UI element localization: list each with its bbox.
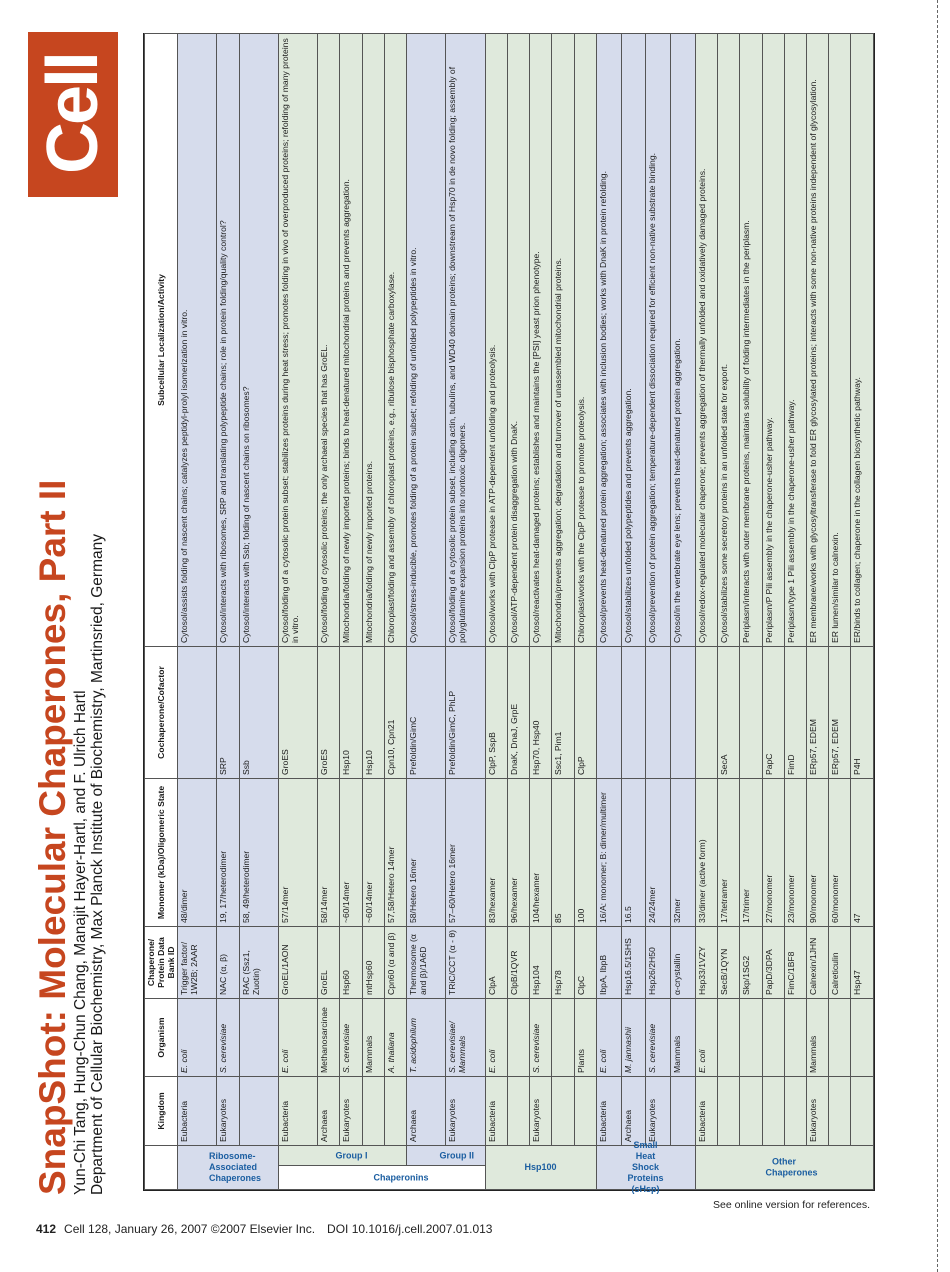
kingdom-cell: Eukaryotes <box>530 1077 552 1146</box>
organism-cell: Plants <box>574 999 596 1077</box>
kingdom-cell <box>671 1077 696 1146</box>
table-row <box>178 34 217 1190</box>
organism-cell <box>552 999 574 1077</box>
chaperone-cell: Thermosome (α and β)/1A6D <box>407 927 446 999</box>
monomer-cell: 48/dimer <box>178 779 217 927</box>
table-row <box>671 34 696 1190</box>
table-row <box>384 34 406 1190</box>
authors: Yun-Chi Tang, Hung-Chun Chang, Manajit Hayer-Hartl, and F. Ulrich Hartl <box>72 690 89 1195</box>
chaperone-cell: Hsp16.5/1SHS <box>621 927 646 999</box>
organism-cell: S. cerevisiae <box>646 999 671 1077</box>
monomer-cell: 85 <box>552 779 574 927</box>
footer <box>36 1222 492 1236</box>
chaperone-cell: Hsp26/2H50 <box>646 927 671 999</box>
kingdom-cell: Eukaryotes <box>807 1077 829 1146</box>
cut-line <box>937 0 938 1272</box>
monomer-cell: 58/14mer <box>318 779 340 927</box>
monomer-cell: 58/Hetero 16mer <box>407 779 446 927</box>
chaperone-cell: GroEL <box>318 927 340 999</box>
table-row <box>530 34 552 1190</box>
organism-cell <box>762 999 784 1077</box>
kingdom-cell: Eukaryotes <box>217 1077 239 1146</box>
activity-cell: ER membrane/works with glycosyltransferase to fold ER glycosylated proteins; interacts with some non-native proteins independent of glycosylation. <box>807 34 829 647</box>
table-row <box>407 34 446 1190</box>
activity-cell: Mitochondria/folding of newly imported proteins. <box>362 34 384 647</box>
citation: Cell 128, January 26, 2007 ©2007 Elsevier Inc. <box>64 1222 316 1236</box>
cochaperone-cell: Prefoldin/GimC <box>407 647 446 779</box>
kingdom-cell: Eubacteria <box>178 1077 217 1146</box>
chaperone-cell: Hsp78 <box>552 927 574 999</box>
cochaperone-cell: Hsp10 <box>362 647 384 779</box>
activity-cell: Cytosol/stabilizes some secretory proteins in an unfolded state for export. <box>718 34 740 647</box>
cochaperone-cell <box>646 647 671 779</box>
cell-logo: Cell <box>28 32 118 197</box>
header-row <box>145 34 178 1190</box>
activity-cell: Cytosol/stress-inducible, promotes folding of a protein subset; refolding of unfolded polypeptides in vitro. <box>407 34 446 647</box>
cochaperone-cell: Hsp70, Hsp40 <box>530 647 552 779</box>
cochaperone-cell: GroES <box>318 647 340 779</box>
chaperone-cell: Hsp47 <box>851 927 874 999</box>
page-number: 412 <box>36 1222 57 1236</box>
activity-cell: ER/binds to collagen; chaperone in the collagen biosynthetic pathway. <box>851 34 874 647</box>
organism-cell: T. acidophilum <box>407 999 446 1077</box>
organism-cell <box>718 999 740 1077</box>
cochaperone-cell: PapC <box>762 647 784 779</box>
table-row <box>829 34 851 1190</box>
monomer-cell: 16/A: monomer; B: dimer/multimer <box>596 779 621 927</box>
cochaperone-cell: Ssb <box>239 647 278 779</box>
kingdom-cell: Eukaryotes <box>446 1077 485 1146</box>
kingdom-cell: Archaea <box>621 1077 646 1146</box>
organism-cell: S. cerevisiae <box>530 999 552 1077</box>
organism-cell: Methanosarcinae <box>318 999 340 1077</box>
chaperone-cell: IbpA, IbpB <box>596 927 621 999</box>
page-title: SnapShot: Molecular Chaperones, Part II <box>32 479 73 1195</box>
chaperone-cell: Trigger factor/ 1W2B; 2AAR <box>178 927 217 999</box>
activity-cell: ER lumen/similar to calnexin. <box>829 34 851 647</box>
chaperone-cell: PapD/3DPA <box>762 927 784 999</box>
activity-cell: Cytosol/works with ClpP protease in ATP-dependent unfolding and proteolysis. <box>485 34 507 647</box>
kingdom-cell <box>362 1077 384 1146</box>
family-label: Other Chaperones <box>695 1146 873 1190</box>
cochaperone-cell <box>695 647 717 779</box>
organism-cell: Mammals <box>807 999 829 1077</box>
activity-cell: Chloroplast/folding and assembly of chloroplast proteins, e.g., ribulose bisphosphate carboxylase. <box>384 34 406 647</box>
cochaperone-cell: Prefoldin/GimC, PhLP <box>446 647 485 779</box>
activity-cell: Cytosol/stabilizes unfolded polypeptides and prevents aggregation. <box>621 34 646 647</box>
family-label: Small Heat Shock Proteins (sHsp) <box>596 1146 695 1190</box>
cochaperone-cell <box>178 647 217 779</box>
table-row <box>552 34 574 1190</box>
organism-cell <box>740 999 762 1077</box>
organism-cell: M. jannashii <box>621 999 646 1077</box>
kingdom-cell: Archaea <box>407 1077 446 1146</box>
organism-cell: E. coli <box>596 999 621 1077</box>
monomer-cell: 57–60/Hetero 16mer <box>446 779 485 927</box>
organism-cell: Mammals <box>671 999 696 1077</box>
table-row <box>762 34 784 1190</box>
family-label: Chaperonins <box>278 1166 485 1190</box>
col-cochaperone: Cochaperone/Cofactor <box>145 647 178 779</box>
cochaperone-cell: ERp57, EDEM <box>829 647 851 779</box>
monomer-cell: 100 <box>574 779 596 927</box>
chaperone-cell: α-crystallin <box>671 927 696 999</box>
chaperone-cell: FimC/1BF8 <box>784 927 806 999</box>
kingdom-cell: Eubacteria <box>278 1077 317 1146</box>
activity-cell: Chloroplast/works with the ClpP protease to promote proteolysis. <box>574 34 596 647</box>
cochaperone-cell: ClpP <box>574 647 596 779</box>
table-row <box>646 34 671 1190</box>
table-row <box>485 34 507 1190</box>
chaperone-table-frame <box>143 33 875 1194</box>
cochaperone-cell <box>671 647 696 779</box>
activity-cell: Periplasm/interacts with outer membrane proteins, maintains solubility of folding intermediates in the periplasm. <box>740 34 762 647</box>
kingdom-cell <box>239 1077 278 1146</box>
monomer-cell: 19, 17/heterodimer <box>217 779 239 927</box>
kingdom-cell: Archaea <box>318 1077 340 1146</box>
monomer-cell: 24/24mer <box>646 779 671 927</box>
kingdom-cell: Eubacteria <box>485 1077 507 1146</box>
family-label: Hsp100 <box>485 1146 596 1190</box>
monomer-cell: 96/hexamer <box>507 779 529 927</box>
table-row <box>446 34 485 1190</box>
chaperone-cell: ClpC <box>574 927 596 999</box>
table-row <box>621 34 646 1190</box>
cochaperone-cell: FimD <box>784 647 806 779</box>
activity-cell: Cytosol/ATP-dependent protein disaggregation with DnaK. <box>507 34 529 647</box>
family-header <box>145 1146 178 1190</box>
cochaperone-cell: SecA <box>718 647 740 779</box>
monomer-cell: 104/hexamer <box>530 779 552 927</box>
organism-cell: Mammals <box>362 999 384 1077</box>
col-localization: Subcellular Localization/Activity <box>145 34 178 647</box>
cochaperone-cell: SRP <box>217 647 239 779</box>
chaperone-cell: Calnexin/1JHN <box>807 927 829 999</box>
online-note: See online version for references. <box>712 1199 870 1211</box>
chaperone-cell: Calreticulin <box>829 927 851 999</box>
monomer-cell: 27/monomer <box>762 779 784 927</box>
kingdom-cell <box>718 1077 740 1146</box>
col-chaperone: Chaperone/ Protein Data Bank ID <box>145 927 178 999</box>
table-row <box>596 34 621 1190</box>
activity-cell: Cytosol/prevention of protein aggregation; temperature-dependent dissociation required for efficient non-native substrate binding. <box>646 34 671 647</box>
activity-cell: Periplasm/type 1 Pili assembly in the chaperone-usher pathway. <box>784 34 806 647</box>
monomer-cell: 32mer <box>671 779 696 927</box>
monomer-cell: 16.5 <box>621 779 646 927</box>
table-row <box>217 34 239 1190</box>
monomer-cell: 90/monomer <box>807 779 829 927</box>
table-row <box>807 34 829 1190</box>
table-row <box>362 34 384 1190</box>
activity-cell: Cytosol/assists folding of nascent chains; catalyzes peptidyl-prolyl isomerization in vitro. <box>178 34 217 647</box>
activity-cell: Mitochondria/folding of newly imported proteins; binds to heat-denatured mitochondrial proteins and prevents aggregation. <box>340 34 362 647</box>
activity-cell: Cytosol/folding of a cytosolic protein subset; stabilizes proteins during heat stress; promotes folding in vivo of overproduced proteins; refolding of many proteins in vitro. <box>278 34 317 647</box>
chaperone-cell: TRiC/CCT (α - θ) <box>446 927 485 999</box>
activity-cell: Cytosol/interacts with Ssb; folding of nascent chains on ribosomes? <box>239 34 278 647</box>
chaperone-cell: Hsp33/1VZY <box>695 927 717 999</box>
chaperone-cell: NAC (α, β) <box>217 927 239 999</box>
cochaperone-cell: DnaK, DnaJ, GrpE <box>507 647 529 779</box>
organism-cell: S. cerevisiae/ Mammals <box>446 999 485 1077</box>
kingdom-cell <box>762 1077 784 1146</box>
organism-cell <box>507 999 529 1077</box>
kingdom-cell <box>784 1077 806 1146</box>
kingdom-cell: Eukaryotes <box>340 1077 362 1146</box>
chaperone-cell: Hsp60 <box>340 927 362 999</box>
col-monomer: Monomer (kDa)/Oligomeric State <box>145 779 178 927</box>
chaperone-cell: Skp/1SG2 <box>740 927 762 999</box>
table-row <box>695 34 717 1190</box>
table-row <box>239 34 278 1190</box>
author-block <box>72 534 106 1195</box>
chaperone-cell: mtHsp60 <box>362 927 384 999</box>
kingdom-cell <box>851 1077 874 1146</box>
kingdom-cell <box>574 1077 596 1146</box>
chaperone-cell: ClpB/1QVR <box>507 927 529 999</box>
cochaperone-cell <box>621 647 646 779</box>
monomer-cell: 83/hexamer <box>485 779 507 927</box>
col-organism: Organism <box>145 999 178 1077</box>
cochaperone-cell: Hsp10 <box>340 647 362 779</box>
monomer-cell: 17/trimer <box>740 779 762 927</box>
table-row <box>574 34 596 1190</box>
chaperone-cell: Cpn60 (α and β) <box>384 927 406 999</box>
kingdom-cell <box>740 1077 762 1146</box>
monomer-cell: 57/14mer <box>278 779 317 927</box>
monomer-cell: 58, 49/heterodimer <box>239 779 278 927</box>
monomer-cell: 23/monomer <box>784 779 806 927</box>
organism-cell: A. thaliana <box>384 999 406 1077</box>
affiliation: Department of Cellular Biochemistry, Max Planck Institute of Biochemistry, Martinsried, Germany <box>89 534 106 1195</box>
kingdom-cell: Eubacteria <box>596 1077 621 1146</box>
subgroup-label: Group II <box>407 1146 486 1166</box>
organism-cell <box>851 999 874 1077</box>
cochaperone-cell: GroES <box>278 647 317 779</box>
monomer-cell: 57,58/Hetero 14mer <box>384 779 406 927</box>
organism-cell <box>784 999 806 1077</box>
kingdom-cell <box>829 1077 851 1146</box>
activity-cell: Cytosol/interacts with ribosomes, SRP and translating polypeptide chains; role in protein folding/quality control? <box>217 34 239 647</box>
table-row <box>784 34 806 1190</box>
chaperone-cell: RAC (Ssz1, Zuotin) <box>239 927 278 999</box>
activity-cell: Cytosol/folding of cytosolic proteins; the only archaeal species that has GroEL. <box>318 34 340 647</box>
cochaperone-cell: Ssc1, Pim1 <box>552 647 574 779</box>
monomer-cell: ~60/14mer <box>340 779 362 927</box>
table-row <box>851 34 874 1190</box>
cochaperone-cell <box>740 647 762 779</box>
table-row <box>507 34 529 1190</box>
monomer-cell: 60/monomer <box>829 779 851 927</box>
organism-cell: E. coli <box>485 999 507 1077</box>
cochaperone-cell: Cpn10, Cpn21 <box>384 647 406 779</box>
chaperone-cell: SecB/1QYN <box>718 927 740 999</box>
activity-cell: Mitochondria/prevents aggregation; degradation and turnover of unassembled mitochondrial proteins. <box>552 34 574 647</box>
cochaperone-cell <box>596 647 621 779</box>
monomer-cell: ~60/14mer <box>362 779 384 927</box>
activity-cell: Periplasm/P Pili assembly in the chaperone-usher pathway. <box>762 34 784 647</box>
kingdom-cell <box>384 1077 406 1146</box>
kingdom-cell <box>507 1077 529 1146</box>
organism-cell: E. coli <box>695 999 717 1077</box>
kingdom-cell: Eubacteria <box>695 1077 717 1146</box>
activity-cell: Cytosol/redox-regulated molecular chaperone; prevents aggregation of thermally unfolded and oxidatively damaged proteins. <box>695 34 717 647</box>
col-kingdom: Kingdom <box>145 1077 178 1146</box>
activity-cell: Cytosol/folding of a cytosolic protein subset, including actin, tubulins, and WD40 domain proteins; downstream of Hsp70 in de novo folding; assembly of polyglutamine expansion proteins into nontoxic oligomers. <box>446 34 485 647</box>
table-row <box>740 34 762 1190</box>
chaperone-cell: ClpA <box>485 927 507 999</box>
cochaperone-cell: ERp57, EDEM <box>807 647 829 779</box>
organism-cell: E. coli <box>178 999 217 1077</box>
chaperone-cell: GroEL/1AON <box>278 927 317 999</box>
activity-cell: Cytosol/prevents heat-denatured protein aggregation; associates with inclusion bodies; works with DnaK in protein refolding. <box>596 34 621 647</box>
activity-cell: Cytosol/in the vertebrate eye lens; prevents heat-denatured protein aggregation. <box>671 34 696 647</box>
cochaperone-cell: ClpP, SspB <box>485 647 507 779</box>
table-row <box>718 34 740 1190</box>
chaperone-cell: Hsp104 <box>530 927 552 999</box>
monomer-cell: 47 <box>851 779 874 927</box>
organism-cell <box>829 999 851 1077</box>
activity-cell: Cytosol/reactivates heat-damaged proteins; establishes and maintains the [PSI] yeast prion phenotype. <box>530 34 552 647</box>
doi: DOI 10.1016/j.cell.2007.01.013 <box>327 1222 493 1236</box>
subgroup-label: Group I <box>278 1146 406 1166</box>
organism-cell: S. cerevisiae <box>217 999 239 1077</box>
family-label: Ribosome-Associated Chaperones <box>178 1146 279 1190</box>
cochaperone-cell: P4H <box>851 647 874 779</box>
chaperone-table <box>144 33 874 1194</box>
kingdom-cell <box>552 1077 574 1146</box>
organism-cell: S. cerevisiae <box>340 999 362 1077</box>
organism-cell: E. coli <box>278 999 317 1077</box>
kingdom-cell: Eukaryotes <box>646 1077 671 1146</box>
table-row <box>278 34 317 1190</box>
monomer-cell: 33/dimer (active form) <box>695 779 717 927</box>
table-row <box>340 34 362 1190</box>
monomer-cell: 17/tetramer <box>718 779 740 927</box>
organism-cell <box>239 999 278 1077</box>
table-row <box>318 34 340 1190</box>
